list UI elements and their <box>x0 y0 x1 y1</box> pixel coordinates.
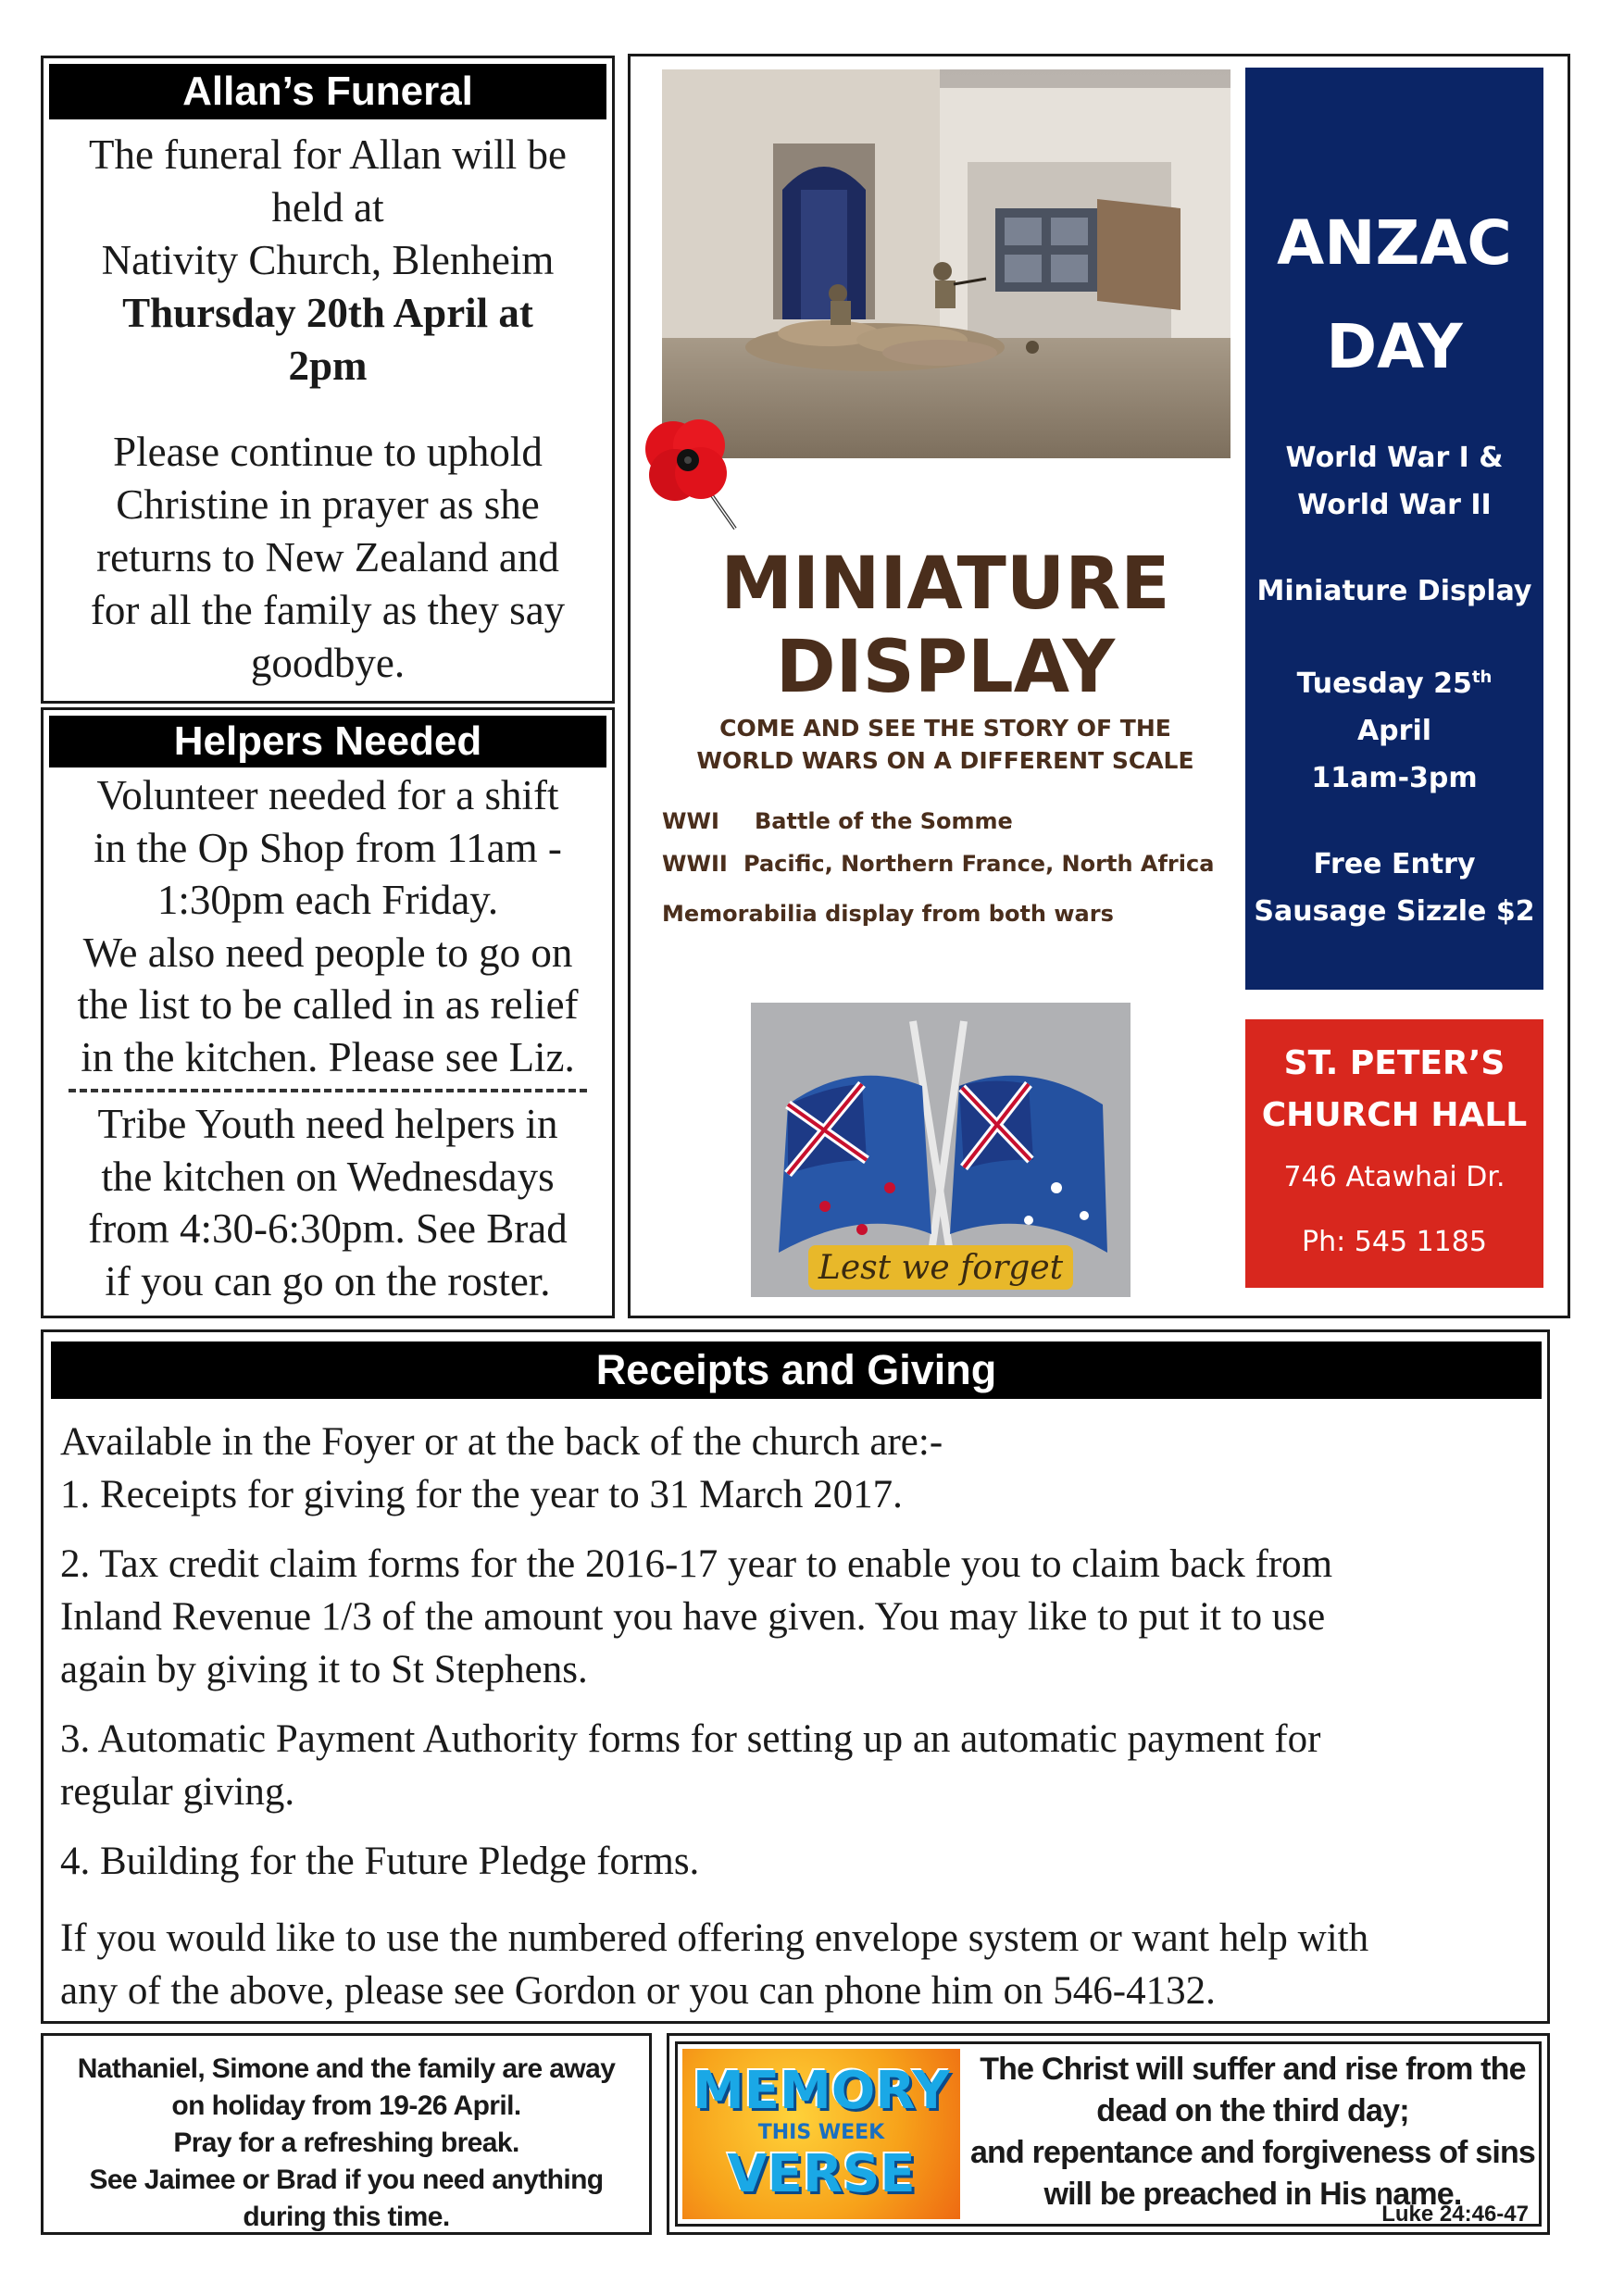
prayer-line: for all the family as they say <box>90 587 566 633</box>
venue-address: 746 Atawhai Dr. <box>1283 1161 1505 1193</box>
prayer-line: Christine in prayer as she <box>116 481 540 528</box>
poster-wars-list <box>662 800 1255 935</box>
receipts-item: 2. Tax credit claim forms for the 2016-17 year to enable you to claim back from <box>60 1542 1333 1586</box>
helpers-line: in the kitchen. Please see Liz. <box>81 1033 575 1080</box>
memorabilia-line: Memorabilia display from both wars <box>662 901 1114 927</box>
miniature-display-heading <box>686 543 1205 709</box>
poppy-icon <box>638 408 749 538</box>
helpers-line: if you can go on the roster. <box>105 1257 551 1304</box>
helpers-line: Tribe Youth need helpers in <box>97 1101 558 1147</box>
receipts-item: Inland Revenue 1/3 of the amount you have given. You may like to put it to use <box>60 1595 1326 1639</box>
helpers-box <box>41 707 615 1318</box>
prayer-line: returns to New Zealand and <box>96 534 559 580</box>
anzac-display: Miniature Display <box>1256 575 1532 607</box>
helpers-line: the list to be called in as relief <box>77 981 579 1028</box>
receipts-closing: any of the above, please see Gordon or you can phone him on 546-4132. <box>60 1969 1216 2013</box>
receipts-item: 3. Automatic Payment Authority forms for setting up an automatic payment for <box>60 1717 1321 1761</box>
receipts-intro: Available in the Foyer or at the back of the church are:- <box>60 1420 943 1464</box>
anzac-poster <box>628 54 1570 1318</box>
anzac-date: Tuesday 25th <box>1296 668 1493 700</box>
anzac-entry: Free Entry <box>1313 848 1476 880</box>
receipts-box <box>41 1329 1550 2024</box>
memory-badge-text: VERSE <box>727 2144 916 2204</box>
helpers-title: Helpers Needed <box>49 716 606 767</box>
helpers-body <box>44 769 612 1307</box>
memory-verse-box <box>667 2033 1550 2235</box>
receipts-item: regular giving. <box>60 1770 295 1814</box>
lest-we-forget-banner: Lest we forget <box>818 1249 1064 1287</box>
funeral-box <box>41 56 615 704</box>
funeral-date: Thursday 20th April at <box>122 290 533 336</box>
funeral-line: The funeral for Allan will be <box>88 131 568 178</box>
receipts-item: 1. Receipts for giving for the year to 31 March 2017. <box>60 1473 903 1516</box>
helpers-line: We also need people to go on <box>82 929 573 976</box>
receipts-item: 4. Building for the Future Pledge forms. <box>60 1840 700 1883</box>
holiday-box <box>41 2033 652 2235</box>
prayer-line: Please continue to uphold <box>113 429 543 475</box>
funeral-time: 2pm <box>288 343 368 389</box>
receipts-item: again by giving it to St Stephens. <box>60 1648 588 1691</box>
anzac-time: 11am-3pm <box>1311 762 1478 794</box>
anzac-sizzle: Sausage Sizzle $2 <box>1254 895 1535 928</box>
helpers-line: in the Op Shop from 11am - <box>94 824 562 871</box>
helpers-line: Volunteer needed for a shift <box>96 772 559 818</box>
memory-badge-text: MEMORY <box>693 2061 950 2121</box>
poster-title: DISPLAY <box>775 626 1116 709</box>
dashed-divider <box>69 1089 587 1092</box>
receipts-title: Receipts and Giving <box>51 1341 1542 1399</box>
helpers-line: 1:30pm each Friday. <box>156 877 499 923</box>
anzac-title: DAY <box>1326 311 1463 382</box>
anzac-title: ANZAC <box>1277 207 1512 279</box>
diorama-photo <box>662 69 1230 458</box>
war-item: WWII Pacific, Northern France, North Africa <box>662 851 1215 877</box>
funeral-line: Nativity Church, Blenheim <box>101 237 555 283</box>
venue-phone: Ph: 545 1185 <box>1302 1226 1487 1258</box>
memory-verse-text: The Christ will suffer and rise from the dead on the third day; and repentance and forgiveness of sins will be preached in His name. <box>969 2052 1536 2212</box>
poster-subtitle: COME AND SEE THE STORY OF THE WORLD WARS ON A DIFFERENT SCALE <box>696 715 1194 774</box>
holiday-notice: Nathaniel, Simone and the family are away on holiday from 19-26 April. Pray for a refreshing break. See Jaimee or Brad if you need anything during this time. <box>77 2053 616 2232</box>
anzac-details: World War I & World War II Miniature Display Tuesday 25th April 11am-3pm Free Entry Sausage Sizzle $2 <box>1245 434 1543 935</box>
verse-reference: Luke 24:46-47 <box>1381 2202 1529 2227</box>
poster-title: MINIATURE <box>720 543 1170 626</box>
helpers-line: from 4:30-6:30pm. See Brad <box>88 1205 568 1252</box>
venue-name: ST. PETER’S <box>1283 1044 1505 1082</box>
venue-name: CHURCH HALL <box>1261 1096 1528 1134</box>
funeral-title: Allan’s Funeral <box>49 64 606 119</box>
prayer-line: goodbye. <box>250 640 406 686</box>
helpers-line: the kitchen on Wednesdays <box>101 1153 555 1200</box>
funeral-body <box>49 129 606 690</box>
funeral-line: held at <box>271 184 384 231</box>
receipts-body <box>60 1416 1542 2017</box>
anzac-day-panel <box>1245 68 1543 990</box>
receipts-closing: If you would like to use the numbered offering envelope system or want help with <box>60 1916 1369 1960</box>
venue-panel <box>1245 1019 1543 1288</box>
war-item: WWI Battle of the Somme <box>662 808 1013 834</box>
memory-verse-badge: MEMORY THIS WEEK VERSE <box>682 2049 960 2219</box>
lest-we-forget-image <box>751 1003 1131 1297</box>
